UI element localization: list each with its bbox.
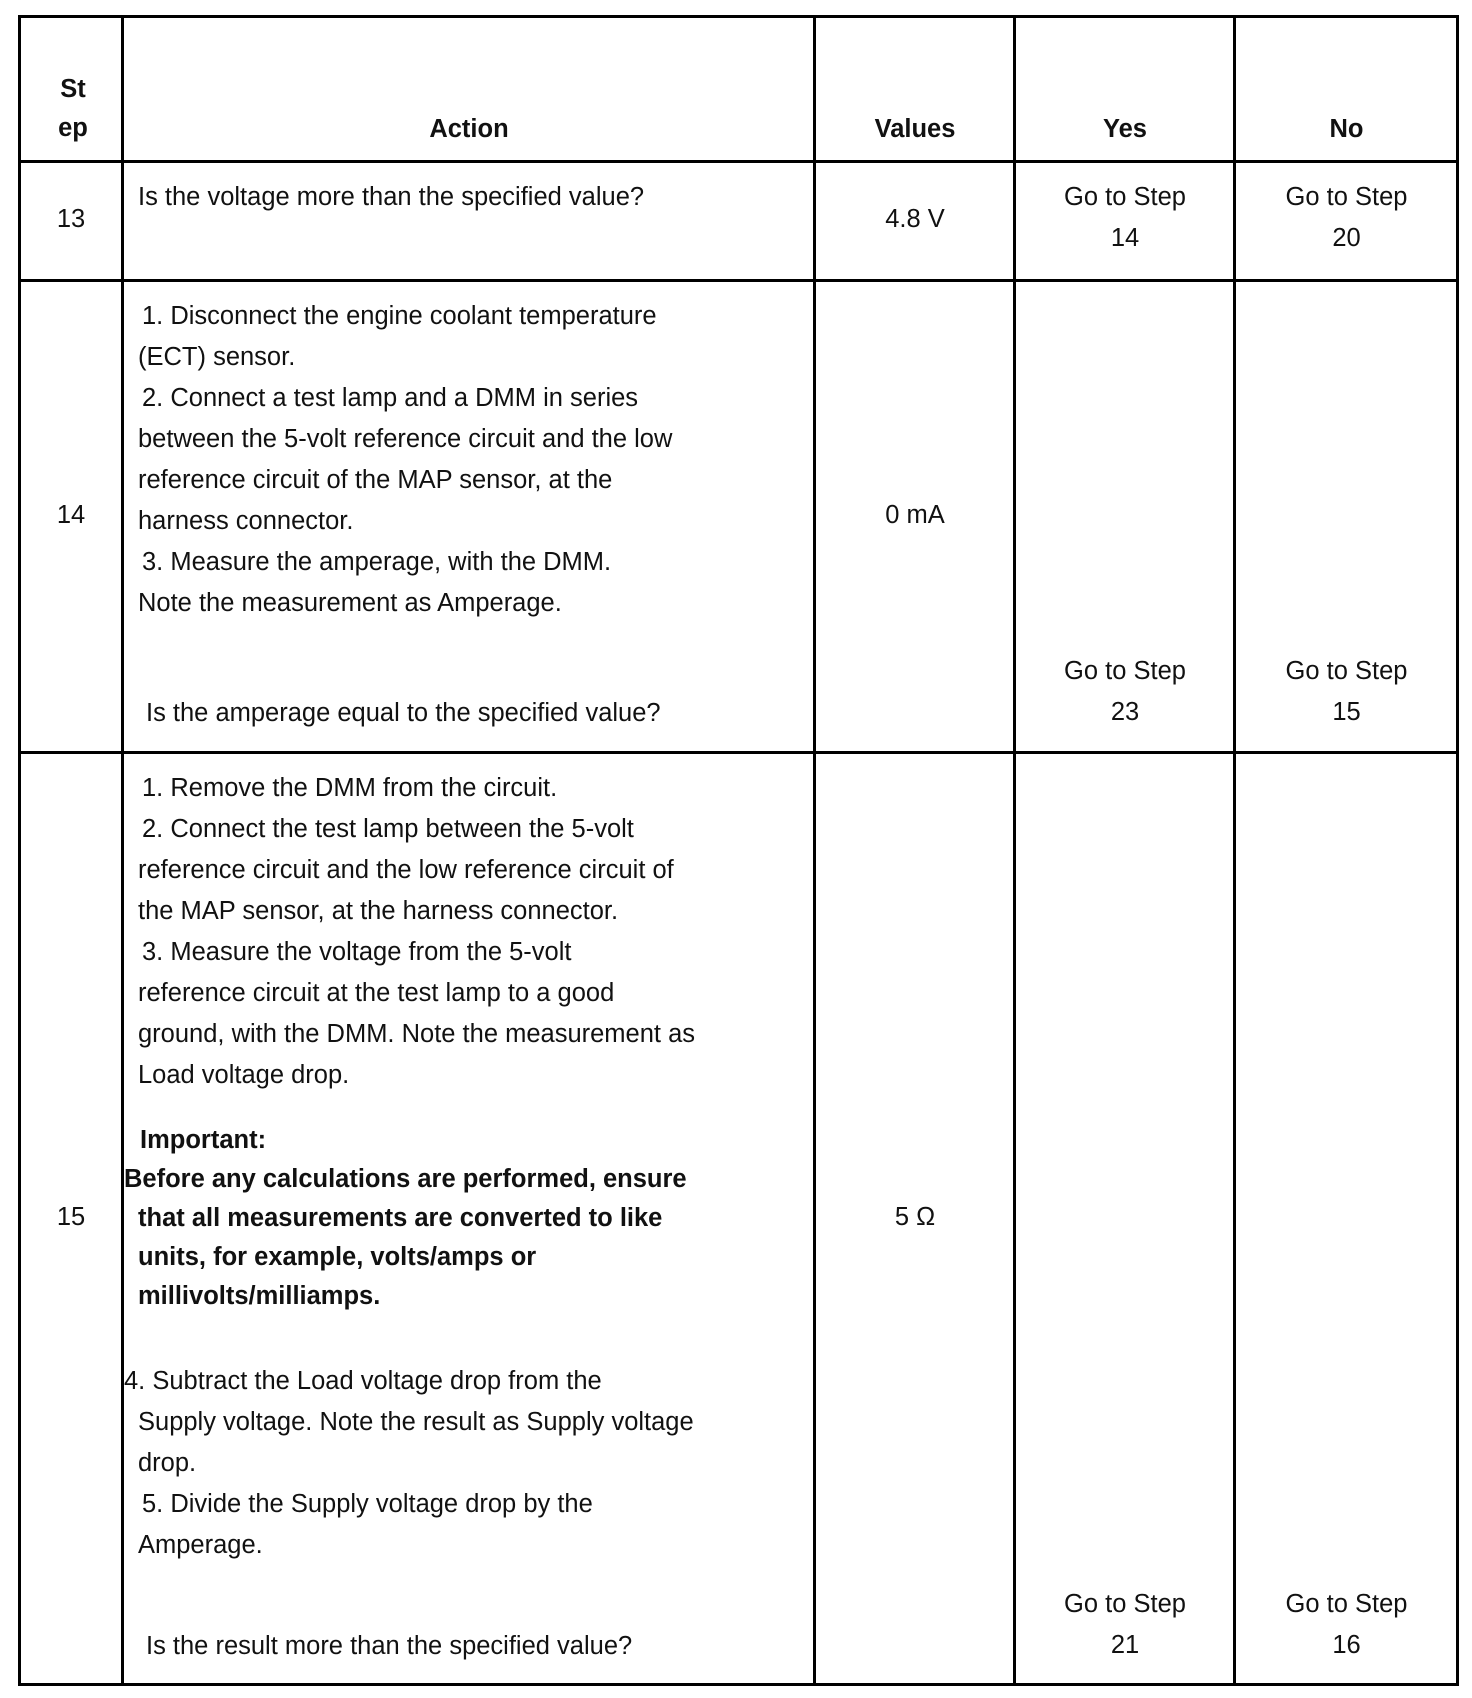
table-left-border	[18, 15, 21, 1686]
no-step: 15	[1332, 698, 1361, 726]
step-number: 13	[56, 205, 86, 233]
header-bottom-border	[18, 160, 1459, 163]
action-line: 4. Subtract the Load voltage drop from the	[124, 1367, 602, 1395]
spec-value: 0 mA	[885, 501, 945, 529]
action-line: between the 5-volt reference circuit and the low	[138, 425, 673, 453]
action-line: 3. Measure the amperage, with the DMM.	[142, 548, 612, 576]
action-line: 1. Remove the DMM from the circuit.	[142, 774, 558, 802]
yes-label: Go to Step	[1064, 657, 1186, 685]
action-line: 5. Divide the Supply voltage drop by the	[142, 1490, 593, 1518]
row-14-bottom-border	[18, 751, 1459, 754]
header-yes: Yes	[1103, 115, 1147, 143]
no-step: 20	[1332, 224, 1361, 252]
action-line: ground, with the DMM. Note the measurement as	[138, 1020, 696, 1048]
yes-step: 14	[1110, 224, 1140, 252]
no-label: Go to Step	[1285, 183, 1408, 211]
yes-result	[1016, 651, 1234, 733]
table-right-border	[1456, 15, 1459, 1686]
action-line: 2. Connect the test lamp between the 5-volt	[142, 815, 634, 843]
important-line: that all measurements are converted to like	[138, 1204, 663, 1232]
yes-result	[1016, 1584, 1234, 1666]
action-line: reference circuit of the MAP sensor, at the	[138, 466, 613, 494]
header-step-line2: ep	[58, 114, 88, 142]
action-line: reference circuit at the test lamp to a good	[138, 979, 615, 1007]
important-label: Important:	[140, 1126, 267, 1154]
yes-result	[1016, 177, 1234, 259]
step-number: 14	[56, 501, 86, 529]
action-values-divider	[813, 15, 816, 1686]
action-line: Note the measurement as Amperage.	[138, 589, 562, 617]
table-top-border	[18, 15, 1459, 18]
header-no: No	[1329, 115, 1364, 143]
action-text: Is the voltage more than the specified value?	[138, 183, 645, 211]
step-number: 15	[56, 1203, 86, 1231]
no-result	[1236, 651, 1457, 733]
important-line: Before any calculations are performed, ensure	[124, 1165, 687, 1193]
yes-no-divider	[1233, 15, 1236, 1686]
action-question: Is the result more than the specified value?	[146, 1632, 633, 1660]
action-line: 1. Disconnect the engine coolant temperature	[142, 302, 657, 330]
action-text	[138, 296, 672, 624]
action-line: (ECT) sensor.	[138, 343, 296, 371]
action-line: Load voltage drop.	[138, 1061, 350, 1089]
action-line: harness connector.	[138, 507, 354, 535]
important-line: millivolts/milliamps.	[138, 1282, 381, 1310]
header-step-line1: St	[60, 75, 86, 103]
no-result	[1236, 177, 1457, 259]
important-line: units, for example, volts/amps or	[138, 1243, 537, 1271]
row-13-bottom-border	[18, 279, 1459, 282]
values-yes-divider	[1013, 15, 1016, 1686]
header-action: Action	[429, 115, 509, 143]
action-line: drop.	[138, 1449, 197, 1477]
action-line: Supply voltage. Note the result as Supply voltage	[138, 1408, 694, 1436]
action-text	[138, 768, 695, 1096]
action-line: 3. Measure the voltage from the 5-volt	[142, 938, 572, 966]
action-line: 2. Connect a test lamp and a DMM in series	[142, 384, 639, 412]
header-step	[24, 70, 122, 148]
yes-label: Go to Step	[1064, 183, 1186, 211]
action-line: the MAP sensor, at the harness connector.	[138, 897, 619, 925]
action-line: Amperage.	[138, 1531, 263, 1559]
action-question: Is the amperage equal to the specified value?	[146, 699, 661, 727]
yes-step: 21	[1110, 1631, 1140, 1659]
yes-step: 23	[1110, 698, 1140, 726]
spec-value: 4.8 V	[885, 205, 945, 233]
action-line: reference circuit and the low reference circuit of	[138, 856, 674, 884]
no-label: Go to Step	[1285, 657, 1408, 685]
no-result	[1236, 1584, 1457, 1666]
important-note	[124, 1160, 687, 1316]
no-label: Go to Step	[1285, 1590, 1408, 1618]
yes-label: Go to Step	[1064, 1590, 1186, 1618]
spec-value: 5 Ω	[894, 1203, 936, 1231]
header-values: Values	[874, 115, 956, 143]
table-bottom-border	[18, 1683, 1459, 1686]
no-step: 16	[1332, 1631, 1361, 1659]
action-text-continued	[124, 1361, 694, 1566]
